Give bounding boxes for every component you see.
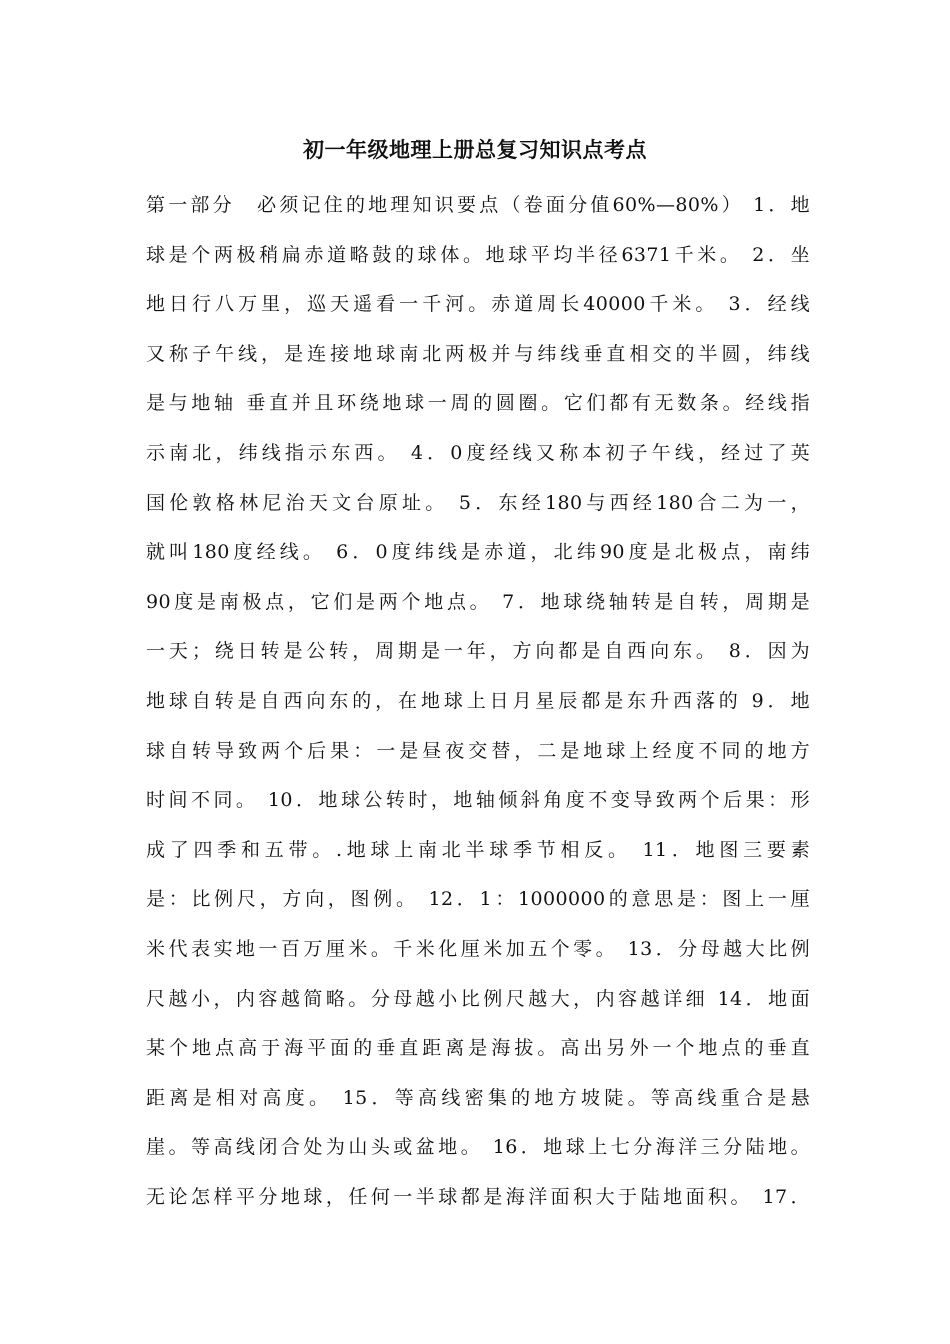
- body-line: 某个地点高于海平面的垂直距离是海拔。高出另外一个地点的垂直: [146, 1037, 810, 1060]
- body-line: 是与地轴 垂直并且环绕地球一周的圆圈。它们都有无数条。经线指: [146, 392, 810, 415]
- body-line: 球自转导致两个后果：一是昼夜交替，二是地球上经度不同的地方: [146, 739, 810, 762]
- body-line: 米代表实地一百万厘米。千米化厘米加五个零。 13．分母越大比例: [146, 937, 810, 960]
- body-line: 地日行八万里，巡天遥看一千河。赤道周长40000千米。 3．经线: [146, 293, 810, 316]
- body-line: 崖。等高线闭合处为山头或盆地。 16．地球上七分海洋三分陆地。: [146, 1136, 810, 1159]
- body-line: 一天；绕日转是公转，周期是一年，方向都是自西向东。 8．因为: [146, 640, 810, 663]
- body-line: 示南北，纬线指示东西。 4．0度经线又称本初子午线，经过了英: [146, 441, 810, 464]
- document-body: [146, 181, 810, 1222]
- body-line: 成了四季和五带。.地球上南北半球季节相反。 11．地图三要素: [146, 838, 810, 861]
- body-line: 尺越小，内容越简略。分母越小比例尺越大，内容越详细 14．地面: [146, 987, 810, 1010]
- body-line: 又称子午线，是连接地球南北两极并与纬线垂直相交的半圆，纬线: [146, 342, 810, 365]
- body-line: 90度是南极点，它们是两个地点。 7．地球绕轴转是自转，周期是: [146, 590, 810, 613]
- body-line: 距离是相对高度。 15．等高线密集的地方坡陡。等高线重合是悬: [146, 1086, 810, 1109]
- body-line: 第一部分 必须记住的地理知识要点（卷面分值60%—80%） 1．地: [146, 194, 810, 216]
- body-line: 球是个两极稍扁赤道略鼓的球体。地球平均半径6371千米。 2．坐: [146, 243, 810, 266]
- body-line: 地球自转是自西向东的，在地球上日月星辰都是东升西落的 9．地: [146, 689, 810, 712]
- body-line: 是：比例尺，方向，图例。 12．1：1000000的意思是：图上一厘: [146, 888, 810, 911]
- body-line: 国伦敦格林尼治天文台原址。 5．东经180与西经180合二为一，: [146, 491, 810, 514]
- document-title: 初一年级地理上册总复习知识点考点: [303, 138, 647, 162]
- body-line: 时间不同。 10．地球公转时，地轴倾斜角度不变导致两个后果：形: [146, 789, 810, 812]
- body-line: 无论怎样平分地球，任何一半球都是海洋面积大于陆地面积。 17．: [146, 1185, 810, 1208]
- body-line: 就叫180度经线。 6．0度纬线是赤道，北纬90度是北极点，南纬: [146, 541, 810, 564]
